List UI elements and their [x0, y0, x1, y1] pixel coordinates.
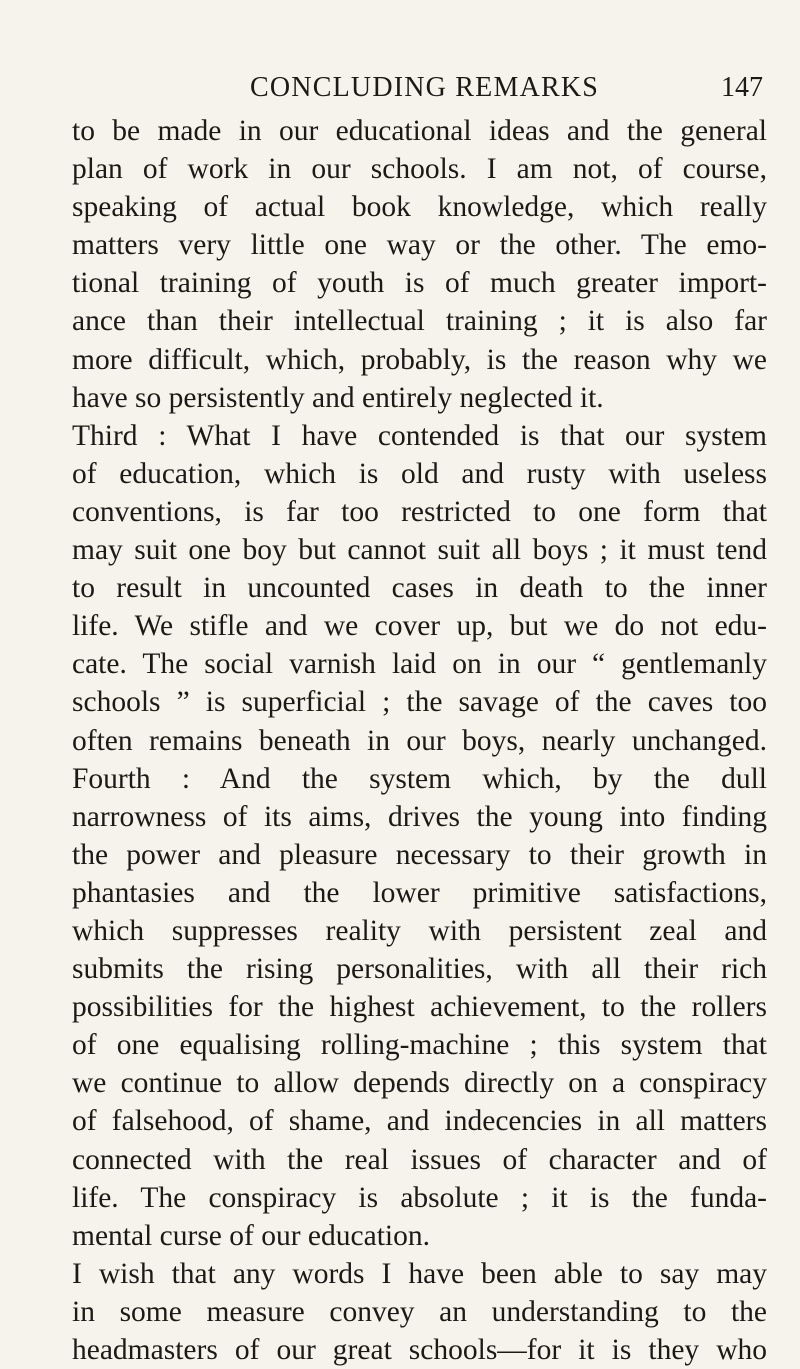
text-line: the power and pleasure necessary to their growth in: [72, 838, 767, 871]
text-line: ance than their intellectual training ; it is also far: [72, 305, 767, 338]
text-line: connected with the real issues of character and of: [72, 1143, 767, 1176]
text-line: to be made in our educational ideas and the general: [72, 115, 767, 147]
text-line: of falsehood, of shame, and indecencies in all matters: [72, 1105, 767, 1138]
page-number: 147: [721, 72, 763, 103]
text-line: Fourth : And the system which, by the dull: [72, 762, 767, 795]
text-line: of education, which is old and rusty with useless: [72, 457, 767, 490]
text-line: submits the rising personalities, with all their rich: [72, 953, 767, 986]
body-text: [72, 112, 767, 1369]
text-line: narrowness of its aims, drives the young into finding: [72, 800, 767, 833]
book-page: [72, 0, 767, 1369]
text-line: matters very little one way or the other. The emo-: [72, 229, 767, 262]
text-line: tional training of youth is of much greater import-: [72, 267, 767, 300]
text-line: speaking of actual book knowledge, which really: [72, 191, 767, 224]
running-title: CONCLUDING REMARKS: [250, 72, 600, 103]
text-line: more difficult, which, probably, is the reason why we: [72, 343, 767, 376]
text-line: cate. The social varnish laid on in our “ gentlemanly: [72, 648, 767, 681]
text-line: phantasies and the lower primitive satisfactions,: [72, 876, 767, 909]
text-line: in some measure convey an understanding to the: [72, 1295, 767, 1328]
text-line: conventions, is far too restricted to one form that: [72, 495, 767, 528]
running-head: [72, 0, 767, 112]
text-line: of one equalising rolling-machine ; this system that: [72, 1029, 767, 1062]
text-line: schools ” is superficial ; the savage of the caves too: [72, 686, 767, 719]
text-line: possibilities for the highest achievement, to the rollers: [72, 991, 767, 1024]
text-line: I wish that any words I have been able to say may: [72, 1257, 767, 1290]
text-line: we continue to allow depends directly on a conspiracy: [72, 1067, 767, 1100]
text-line: often remains beneath in our boys, nearly unchanged.: [72, 724, 767, 757]
text-line: headmasters of our great schools—for it is they who: [72, 1334, 767, 1366]
text-line: mental curse of our education.: [72, 1219, 430, 1252]
text-line: Third : What I have contended is that our system: [72, 419, 767, 452]
text-line: which suppresses reality with persistent zeal and: [72, 914, 767, 947]
text-line: life. The conspiracy is absolute ; it is the funda-: [72, 1181, 767, 1214]
text-line: may suit one boy but cannot suit all boys ; it must tend: [72, 534, 767, 567]
text-line: to result in uncounted cases in death to the inner: [72, 572, 767, 605]
text-line: have so persistently and entirely neglected it.: [72, 381, 604, 414]
text-line: life. We stifle and we cover up, but we do not edu-: [72, 610, 767, 643]
text-line: plan of work in our schools. I am not, of course,: [72, 153, 767, 186]
